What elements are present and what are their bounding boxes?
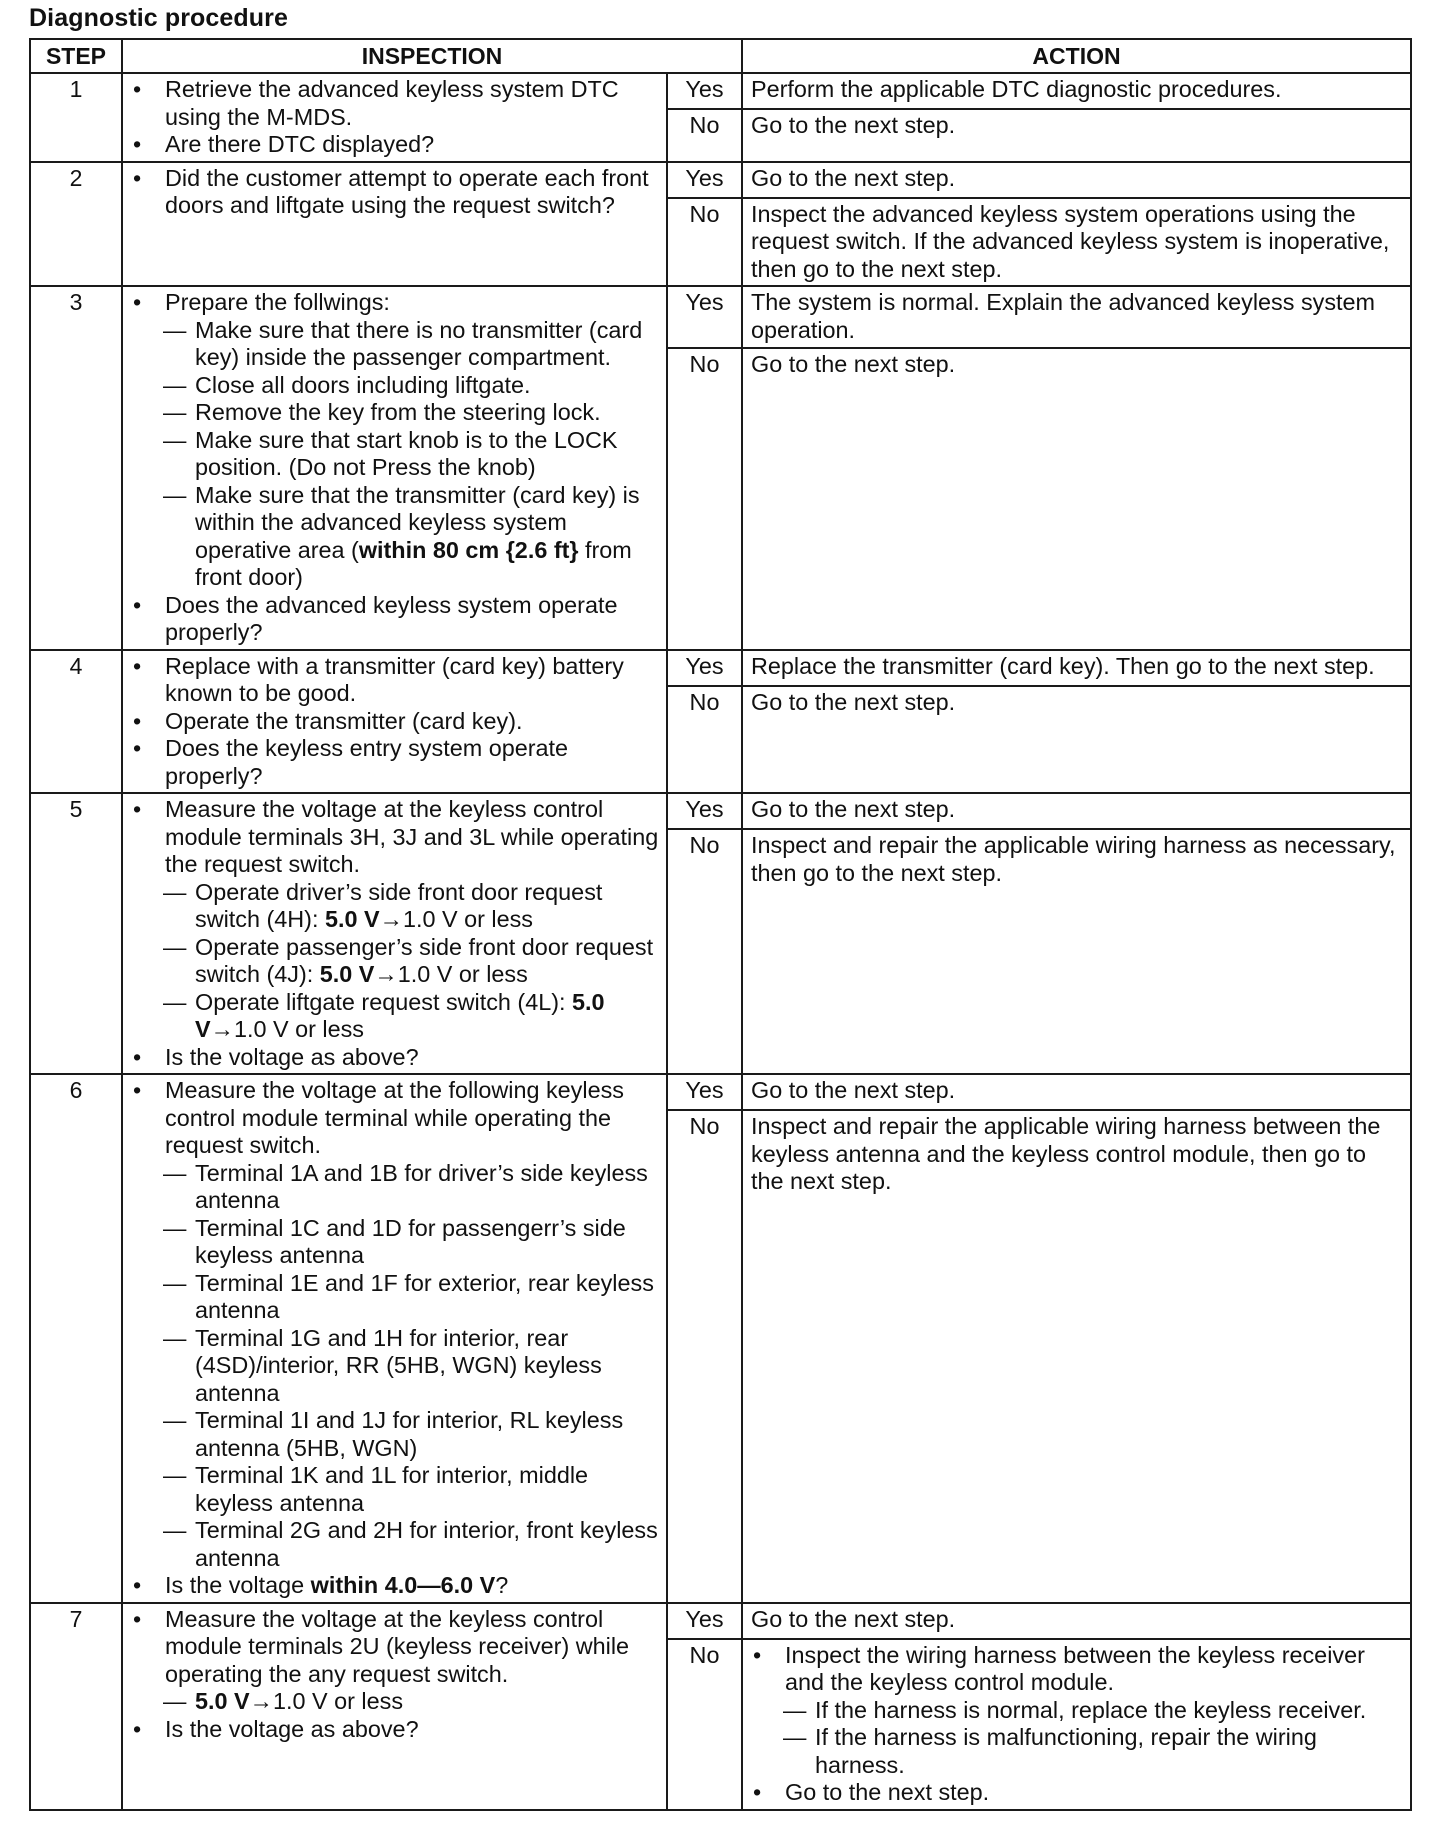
bullet: •	[133, 289, 142, 315]
table-row	[30, 1074, 1411, 1110]
table-row	[30, 73, 1411, 109]
bullet: •	[133, 164, 142, 191]
table-header-row	[30, 39, 1411, 73]
no-label: No	[667, 198, 742, 287]
no-action: Go to the next step.	[742, 348, 1411, 650]
bullet: •	[133, 1043, 142, 1070]
inspection-text: Measure the voltage at the keyless control module terminals 3H, 3J and 3L while operating the request switch.	[165, 796, 659, 877]
bullet: •	[133, 1572, 142, 1598]
yes-label: Yes	[667, 1603, 742, 1639]
dash: —	[163, 399, 187, 425]
yes-action: Go to the next step.	[742, 162, 1411, 198]
step-number: 3	[30, 286, 122, 650]
inspection-subitem: Terminal 1E and 1F for exterior, rear keyless antenna	[195, 1269, 654, 1323]
step-column-header: STEP	[30, 39, 122, 73]
dash: —	[163, 371, 187, 398]
voltage-spec: 5.0 V	[195, 1688, 250, 1714]
inspection-subitem: Terminal 1C and 1D for passengerr’s side keyless antenna	[195, 1214, 626, 1268]
dash: —	[163, 1324, 187, 1351]
voltage-spec: 5.0 V	[195, 988, 605, 1042]
inspection-text: →1.0 V or less	[249, 1688, 404, 1714]
inspection-cell	[122, 73, 667, 162]
inspection-text: Operate passenger’s side front door request switch (4J):	[195, 933, 654, 987]
voltage-range-spec: within 4.0—6.0 V	[310, 1572, 496, 1598]
dash: —	[163, 1214, 187, 1241]
action-column-header: ACTION	[742, 39, 1411, 73]
inspection-text: →1.0 V or less	[374, 961, 528, 987]
yes-label: Yes	[667, 793, 742, 829]
voltage-spec: 5.0 V	[324, 906, 380, 932]
inspection-text: Are there DTC displayed?	[165, 131, 435, 157]
no-action: Inspect and repair the applicable wiring harness as necessary, then go to the next step.	[742, 829, 1411, 1074]
inspection-text: Operate driver’s side front door request switch (4H):	[195, 878, 603, 932]
inspection-subitem: Close all doors including liftgate.	[195, 371, 531, 398]
yes-action: Perform the applicable DTC diagnostic procedures.	[742, 73, 1411, 109]
diagnostic-procedure-table	[29, 38, 1412, 1811]
bullet: •	[133, 652, 142, 679]
step-number: 6	[30, 1074, 122, 1603]
dash: —	[163, 426, 187, 453]
inspection-text: Is the voltage as above?	[165, 1715, 419, 1742]
step-number: 7	[30, 1603, 122, 1810]
yes-action: Go to the next step.	[742, 1074, 1411, 1110]
inspection-cell	[122, 162, 667, 287]
inspection-subitem: Terminal 2G and 2H for interior, front keyless antenna	[195, 1517, 658, 1571]
dash: —	[163, 316, 187, 343]
dash: —	[163, 933, 187, 960]
yes-label: Yes	[667, 286, 742, 348]
dash: —	[163, 1517, 187, 1543]
inspection-text: Operate liftgate request switch (4L):	[195, 988, 573, 1015]
inspection-cell	[122, 1074, 667, 1603]
inspection-cell	[122, 650, 667, 794]
inspection-text: Measure the voltage at the following keyless control module terminal while operating the request switch.	[165, 1077, 624, 1158]
inspection-text: Replace with a transmitter (card key) battery known to be good.	[165, 652, 624, 706]
bullet: •	[753, 1779, 762, 1805]
yes-label: Yes	[667, 650, 742, 686]
dash: —	[163, 481, 187, 508]
dash: —	[163, 1159, 187, 1186]
step-number: 1	[30, 73, 122, 162]
inspection-column-header: INSPECTION	[122, 39, 742, 73]
yes-action: Replace the transmitter (card key). Then go to the next step.	[742, 650, 1411, 686]
yes-action: Go to the next step.	[742, 1603, 1411, 1639]
no-action	[742, 1639, 1411, 1810]
voltage-spec: 5.0 V	[319, 961, 375, 987]
operative-area-spec: within 80 cm {2.6 ft}	[358, 536, 579, 563]
inspection-subitem: Terminal 1G and 1H for interior, rear (4SD)/interior, RR (5HB, WGN) keyless antenna	[195, 1324, 602, 1406]
table-row	[30, 650, 1411, 686]
action-text: Go to the next step.	[785, 1779, 990, 1805]
bullet: •	[133, 76, 142, 102]
bullet: •	[133, 735, 142, 761]
inspection-text: Is the voltage	[165, 1572, 311, 1598]
bullet: •	[133, 1605, 142, 1632]
yes-label: Yes	[667, 73, 742, 109]
inspection-subitem: Remove the key from the steering lock.	[195, 399, 601, 425]
inspection-cell	[122, 1603, 667, 1810]
inspection-text: →1.0 V or less	[210, 1016, 365, 1042]
no-label: No	[667, 1639, 742, 1810]
inspection-subitem	[195, 989, 660, 1044]
dash: —	[163, 1462, 187, 1488]
bullet: •	[753, 1641, 762, 1668]
bullet: •	[133, 796, 142, 822]
dash: —	[163, 1407, 187, 1433]
step-number: 4	[30, 650, 122, 794]
inspection-subitem	[195, 879, 660, 934]
yes-action: The system is normal. Explain the advanced keyless system operation.	[742, 286, 1411, 348]
inspection-text: Make sure that the transmitter (card key) is within the advanced keyless system operative area (	[195, 481, 640, 563]
no-label: No	[667, 1110, 742, 1603]
inspection-text: Retrieve the advanced keyless system DTC using the M-MDS.	[165, 76, 619, 130]
table-row	[30, 162, 1411, 198]
yes-label: Yes	[667, 162, 742, 198]
no-label: No	[667, 686, 742, 794]
inspection-text: Operate the transmitter (card key).	[165, 707, 523, 734]
no-action: Inspect and repair the applicable wiring harness between the keyless antenna and the keyless control module, then go to the next step.	[742, 1110, 1411, 1603]
inspection-text: from front door)	[195, 536, 632, 590]
yes-label: Yes	[667, 1074, 742, 1110]
action-subitem: If the harness is normal, replace the keyless receiver.	[815, 1696, 1367, 1723]
inspection-text: Does the keyless entry system operate properly?	[165, 735, 569, 789]
table-row	[30, 793, 1411, 829]
page-title: Diagnostic procedure	[29, 4, 288, 32]
dash: —	[163, 878, 187, 905]
inspection-subitem	[195, 934, 660, 989]
inspection-text: Measure the voltage at the keyless control module terminals 2U (keyless receiver) while operating the any request switch.	[165, 1605, 630, 1687]
bullet: •	[133, 1077, 142, 1103]
inspection-subitem	[195, 1688, 403, 1716]
inspection-subitem	[195, 482, 660, 592]
inspection-text: Prepare the follwings:	[165, 289, 390, 315]
dash: —	[783, 1696, 807, 1723]
inspection-text	[165, 1572, 508, 1600]
inspection-text: Did the customer attempt to operate each front doors and liftgate using the request switch?	[165, 164, 649, 218]
dash: —	[783, 1724, 807, 1750]
inspection-subitem: Make sure that start knob is to the LOCK position. (Do not Press the knob)	[195, 426, 618, 480]
table-row	[30, 1603, 1411, 1639]
inspection-subitem: Make sure that there is no transmitter (card key) inside the passenger compartment.	[195, 316, 643, 370]
no-action: Go to the next step.	[742, 686, 1411, 794]
bullet: •	[133, 131, 142, 157]
inspection-text: Is the voltage as above?	[165, 1043, 419, 1070]
bullet: •	[133, 591, 142, 618]
inspection-subitem: Terminal 1K and 1L for interior, middle keyless antenna	[195, 1462, 589, 1516]
inspection-cell	[122, 286, 667, 650]
inspection-subitem: Terminal 1A and 1B for driver’s side keyless antenna	[195, 1159, 648, 1213]
no-action: Inspect the advanced keyless system operations using the request switch. If the advanced keyless system is inoperative, then go to the next step.	[742, 198, 1411, 287]
no-label: No	[667, 109, 742, 162]
dash: —	[163, 1269, 187, 1296]
table-row	[30, 286, 1411, 348]
no-action: Go to the next step.	[742, 109, 1411, 162]
step-number: 2	[30, 162, 122, 287]
inspection-text: →1.0 V or less	[379, 906, 533, 932]
dash: —	[163, 988, 187, 1015]
no-label: No	[667, 829, 742, 1074]
step-number: 5	[30, 793, 122, 1074]
bullet: •	[133, 1715, 142, 1742]
dash: —	[163, 1688, 187, 1714]
no-label: No	[667, 348, 742, 650]
inspection-cell	[122, 793, 667, 1074]
inspection-text: Does the advanced keyless system operate properly?	[165, 591, 618, 645]
inspection-subitem: Terminal 1I and 1J for interior, RL keyless antenna (5HB, WGN)	[195, 1407, 624, 1461]
bullet: •	[133, 707, 142, 734]
action-subitem: If the harness is malfunctioning, repair the wiring harness.	[815, 1724, 1317, 1778]
inspection-text: ?	[495, 1572, 509, 1598]
action-text: Inspect the wiring harness between the keyless receiver and the keyless control module.	[785, 1641, 1365, 1695]
yes-action: Go to the next step.	[742, 793, 1411, 829]
